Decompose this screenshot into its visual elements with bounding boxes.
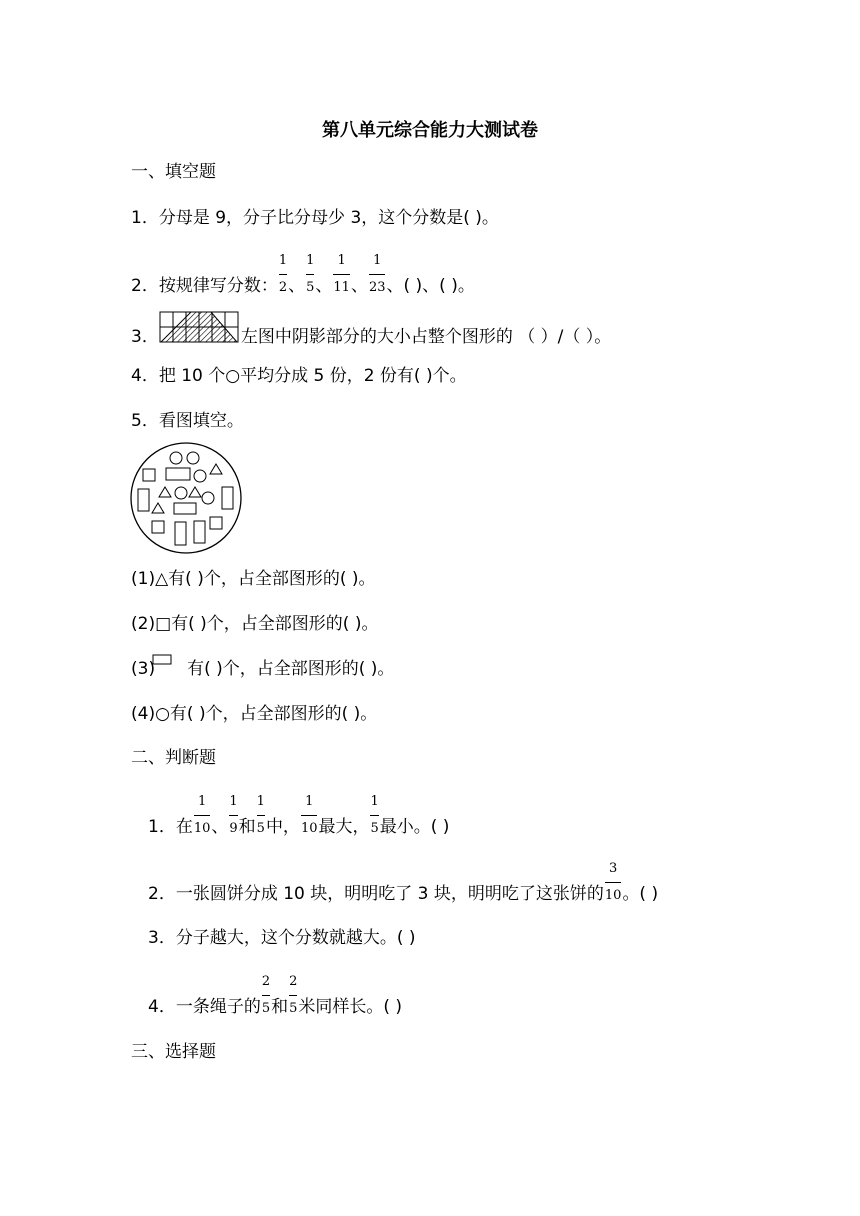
question-1-5-sub-1: (1)△有( )个，占全部图形的( )。: [131, 569, 376, 589]
q2-prefix: 2．按规律写分数：: [131, 276, 278, 296]
section-heading-true-false: 二、判断题: [131, 748, 216, 768]
fraction-1-2: $\frac{1}{2}$: [279, 274, 287, 300]
q2-sep: 、: [288, 276, 306, 296]
fraction-3-10: $\frac{3}{10}$: [605, 882, 622, 908]
question-2-4: [148, 974, 403, 1021]
rectangle-shape-icon: [152, 654, 172, 666]
q2-2-text: 2．一张圆饼分成 10 块，明明吃了 3 块，明明吃了这张饼的: [148, 884, 604, 904]
q2-sep: 、: [315, 276, 333, 296]
q3-text: 左图中阴影部分的大小占整个图形的 （ ）/（ ）。: [240, 327, 612, 347]
fraction-1-11: $\frac{1}{11}$: [333, 274, 350, 300]
question-2-1: [148, 794, 450, 841]
section-heading-fill-blank: 一、填空题: [131, 162, 216, 182]
q2-suffix: 、( )、( )。: [386, 276, 475, 296]
sub3-prefix: (3): [131, 659, 156, 679]
fraction-1-5-b: $\frac{1}{5}$: [370, 815, 378, 841]
fraction-1-10: $\frac{1}{10}$: [194, 815, 211, 841]
sub3-text: 有( )个，占全部图形的( )。: [187, 659, 395, 679]
question-1-5-sub-2: (2)□有( )个，占全部图形的( )。: [131, 614, 379, 634]
fraction-1-10-b: $\frac{1}{10}$: [301, 815, 318, 841]
question-1-2: [131, 253, 475, 300]
fraction-2-5: $\frac{2}{5}$: [262, 995, 270, 1021]
q2-sep: 、: [350, 276, 368, 296]
fraction-1-5: $\frac{1}{5}$: [306, 274, 314, 300]
q2-2-end: 。( ): [622, 884, 659, 904]
q2-4-end: 米同样长。( ): [298, 997, 403, 1017]
shaded-trapezoid-figure: [158, 310, 240, 344]
q2-1-mid: 中，: [265, 817, 300, 837]
q2-1-and: 和: [238, 817, 256, 837]
fraction-1-5: $\frac{1}{5}$: [257, 815, 265, 841]
q2-1-end: 最小。( ): [379, 817, 450, 837]
fraction-2-5-b: $\frac{2}{5}$: [289, 995, 297, 1021]
q2-1-max: 最大，: [318, 817, 370, 837]
q2-1-sep: 、: [211, 817, 229, 837]
q2-4-and: 和: [271, 997, 289, 1017]
q2-1-prefix: 1．在: [148, 817, 193, 837]
question-2-2: [148, 861, 659, 908]
fraction-1-23: $\frac{1}{23}$: [369, 274, 386, 300]
shapes-circle-figure: [128, 441, 246, 556]
q3-prefix: 3．: [131, 327, 159, 347]
question-1-4: 4．把 10 个○平均分成 5 份，2 份有( )个。: [131, 366, 467, 386]
q2-4-prefix: 4．一条绳子的: [148, 997, 261, 1017]
question-2-3: 3．分子越大，这个分数就越大。( ): [148, 928, 416, 948]
fraction-1-9: $\frac{1}{9}$: [229, 815, 237, 841]
question-1-5-sub-4: (4)○有( )个，占全部图形的( )。: [131, 704, 378, 724]
page-title: 第八单元综合能力大测试卷: [322, 120, 538, 141]
question-1-5: 5．看图填空。: [131, 411, 244, 431]
question-1-1: 1．分母是 9，分子比分母少 3，这个分数是( )。: [131, 208, 499, 228]
section-heading-multiple-choice: 三、选择题: [131, 1042, 216, 1062]
